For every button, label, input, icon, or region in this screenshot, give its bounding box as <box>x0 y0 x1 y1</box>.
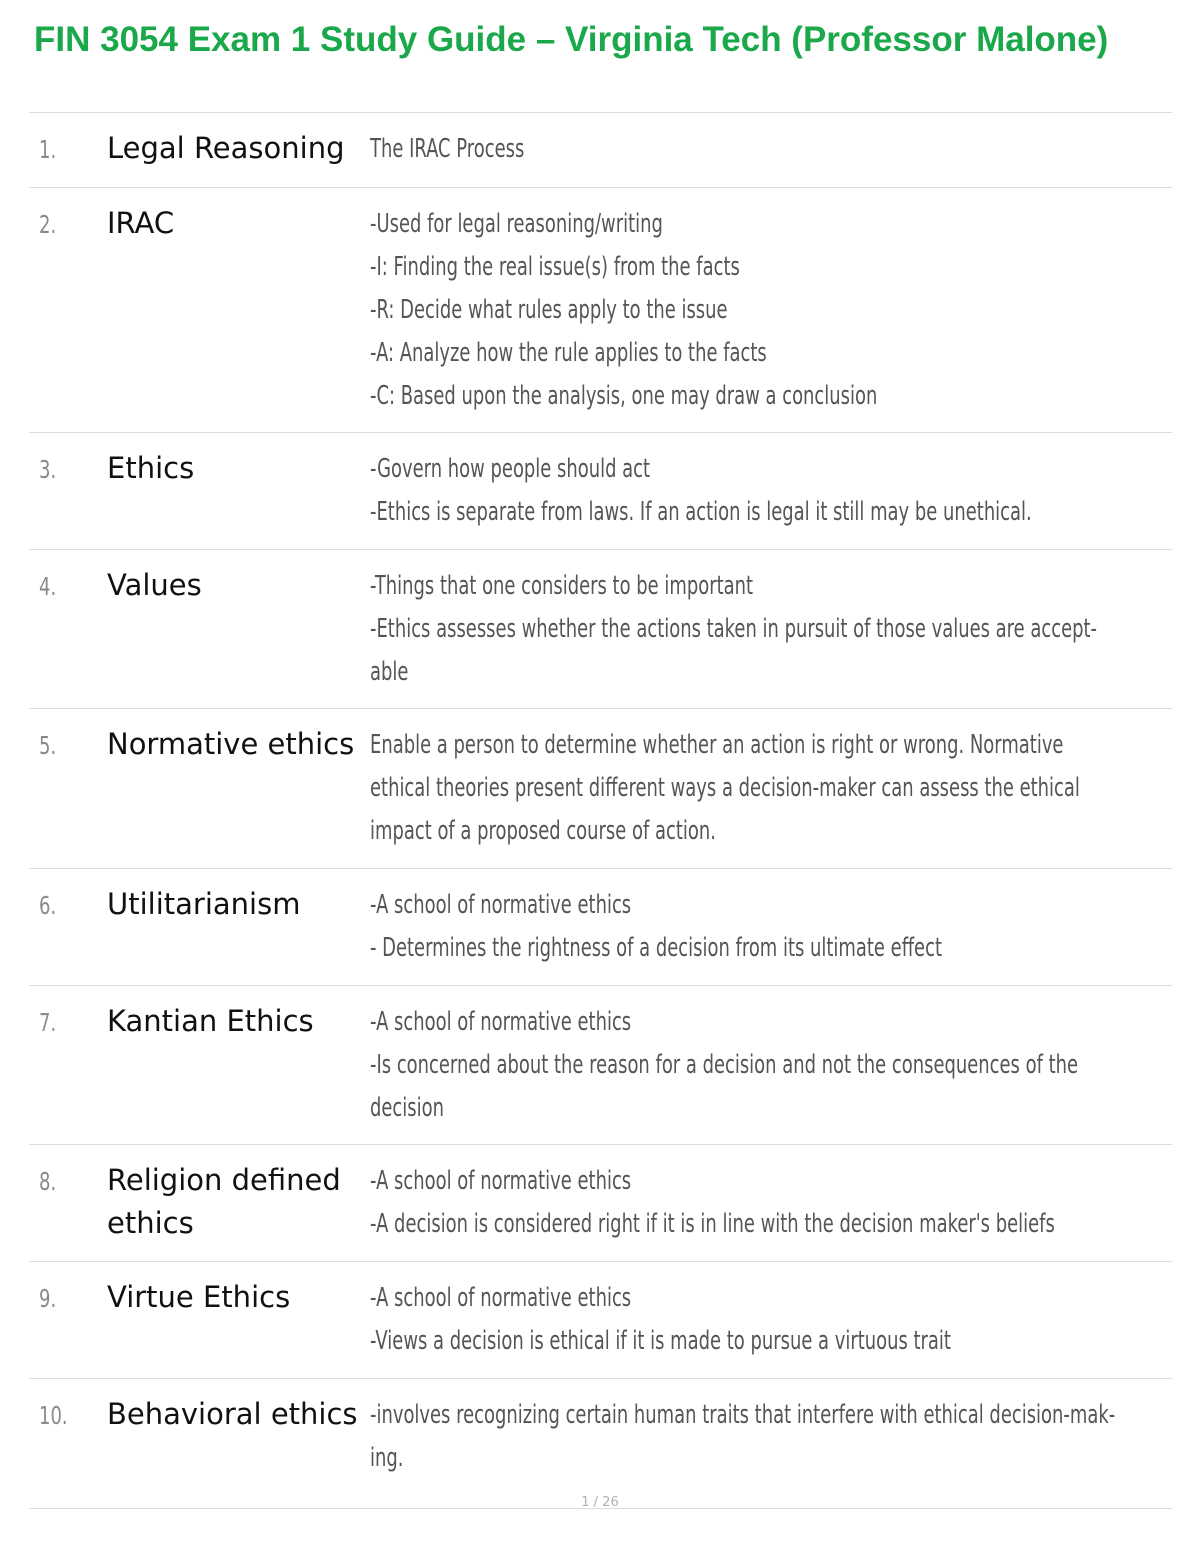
term-name-line: Ethics <box>107 451 195 485</box>
term-number: 2. <box>39 210 57 239</box>
definition-line: Enable a person to determine whether an action is right or wrong. Normative <box>370 730 1064 760</box>
term-definition <box>370 1160 1164 1246</box>
term-name <box>107 1276 367 1319</box>
term-definition <box>370 565 1164 694</box>
definition-line: -C: Based upon the analysis, one may draw a conclusion <box>370 381 878 411</box>
definition-line: ethical theories present different ways a decision-maker can assess the ethical <box>370 773 1080 803</box>
term-number: 8. <box>39 1167 57 1196</box>
definition-line: -Views a decision is ethical if it is made to pursue a virtuous trait <box>370 1326 951 1356</box>
term-name-line: IRAC <box>107 206 175 240</box>
term-name-line: Behavioral ethics <box>107 1397 358 1431</box>
term-row <box>29 869 1172 986</box>
term-name <box>107 447 367 490</box>
term-number: 10. <box>39 1401 68 1430</box>
term-name <box>107 127 367 170</box>
definition-line: -A school of normative ethics <box>370 1166 632 1196</box>
term-definition <box>370 884 1164 970</box>
term-row <box>29 1262 1172 1379</box>
term-name <box>107 564 367 607</box>
definition-line: -Is concerned about the reason for a decision and not the consequences of the <box>370 1050 1079 1080</box>
definition-line: The IRAC Process <box>370 134 525 164</box>
term-name-line: Virtue Ethics <box>107 1280 291 1314</box>
term-row <box>29 188 1172 433</box>
term-definition <box>370 1394 1164 1480</box>
term-number: 3. <box>39 455 57 484</box>
term-name <box>107 723 367 766</box>
term-row <box>29 709 1172 869</box>
term-row <box>29 550 1172 709</box>
term-name-line: Utilitarianism <box>107 887 301 921</box>
definition-line: -involves recognizing certain human traits that interfere with ethical decision-mak- <box>370 1400 1116 1430</box>
definition-line: -A: Analyze how the rule applies to the facts <box>370 338 767 368</box>
term-definition <box>370 128 1164 171</box>
term-name <box>107 1159 367 1245</box>
page-number: 1 / 26 <box>581 1495 619 1510</box>
term-definition <box>370 448 1164 534</box>
terms-table <box>29 112 1172 1509</box>
definition-line: -A school of normative ethics <box>370 1283 632 1313</box>
term-number: 4. <box>39 572 57 601</box>
term-row <box>29 113 1172 188</box>
term-row <box>29 1145 1172 1262</box>
term-name-line: Legal Reasoning <box>107 131 345 165</box>
term-name <box>107 1000 367 1043</box>
definition-line: -A school of normative ethics <box>370 890 632 920</box>
term-name <box>107 202 367 245</box>
definition-line: - Determines the rightness of a decision from its ultimate effect <box>370 933 942 963</box>
term-name-line: Kantian Ethics <box>107 1004 314 1038</box>
term-definition <box>370 724 1164 853</box>
term-number: 6. <box>39 891 57 920</box>
term-number: 1. <box>39 135 57 164</box>
term-name <box>107 1393 367 1436</box>
term-name-line: Values <box>107 568 202 602</box>
definition-line: -Used for legal reasoning/writing <box>370 209 663 239</box>
definition-line: impact of a proposed course of action. <box>370 816 716 846</box>
definition-line: -R: Decide what rules apply to the issue <box>370 295 728 325</box>
definition-line: -Ethics is separate from laws. If an action is legal it still may be unethical. <box>370 497 1032 527</box>
term-row <box>29 1379 1172 1509</box>
term-name-line: ethics <box>107 1206 194 1240</box>
term-number: 7. <box>39 1008 57 1037</box>
term-definition <box>370 1277 1164 1363</box>
definition-line: -I: Finding the real issue(s) from the facts <box>370 252 740 282</box>
definition-line: ing. <box>370 1443 404 1473</box>
definition-line: -A school of normative ethics <box>370 1007 632 1037</box>
term-name <box>107 883 367 926</box>
term-number: 5. <box>39 731 57 760</box>
term-row <box>29 986 1172 1145</box>
term-definition <box>370 203 1164 418</box>
term-name-line: Religion defined <box>107 1163 341 1197</box>
definition-line: -A decision is considered right if it is in line with the decision maker's beliefs <box>370 1209 1055 1239</box>
definition-line: decision <box>370 1093 444 1123</box>
term-number: 9. <box>39 1284 57 1313</box>
document-title: FIN 3054 Exam 1 Study Guide – Virginia Tech (Professor Malone) <box>34 20 1109 59</box>
term-row <box>29 433 1172 550</box>
definition-line: -Things that one considers to be important <box>370 571 754 601</box>
definition-line: -Ethics assesses whether the actions taken in pursuit of those values are accept- <box>370 614 1098 644</box>
definition-line: -Govern how people should act <box>370 454 651 484</box>
term-name-line: Normative ethics <box>107 727 355 761</box>
definition-line: able <box>370 657 409 687</box>
term-definition <box>370 1001 1164 1130</box>
